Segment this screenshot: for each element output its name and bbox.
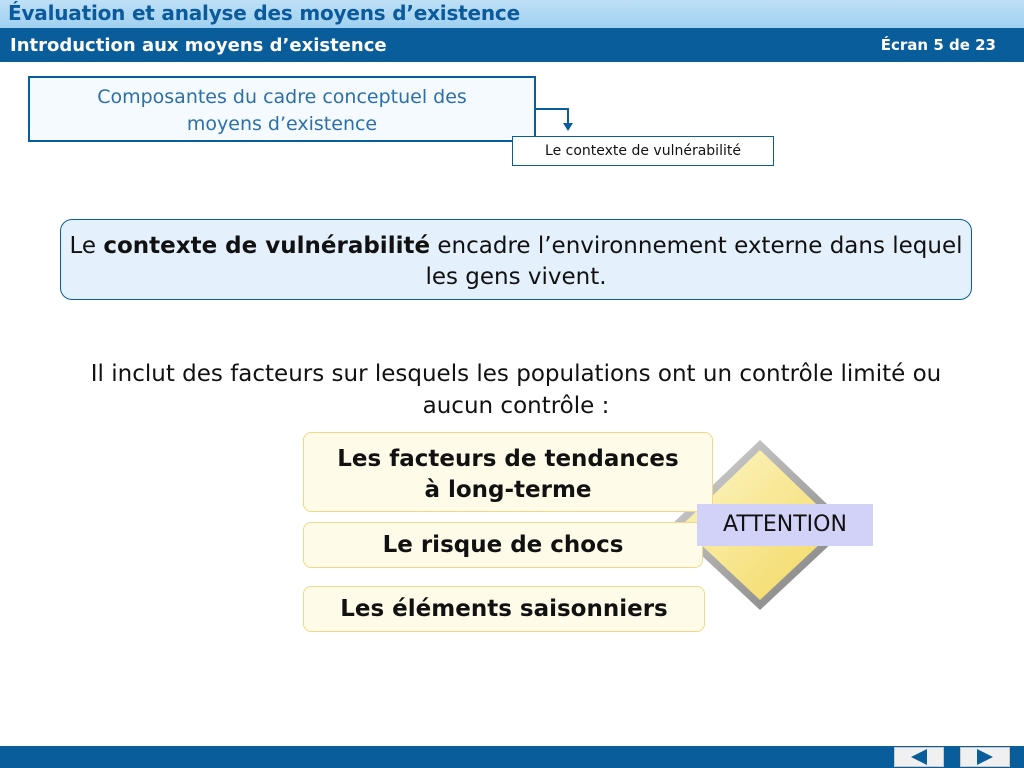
factor-seasonal-elements: [303, 586, 705, 632]
factor-long-term-trends: [303, 432, 713, 512]
framework-components-box: [28, 76, 536, 142]
connector-arrow-icon: [563, 123, 573, 131]
lesson-header: [0, 28, 1024, 62]
next-button[interactable]: [960, 747, 1010, 767]
connector-line-vertical: [567, 108, 569, 124]
definition-suffix: encadre l’environnement externe dans lequel les gens vivent.: [425, 233, 963, 290]
course-title: Évaluation et analyse des moyens d’existence: [8, 1, 520, 25]
arrow-left-icon: [911, 749, 927, 765]
factor-label-line2: à long-terme: [424, 477, 592, 503]
definition-term: contexte de vulnérabilité: [103, 233, 431, 259]
intro-text: Il inclut des facteurs sur lesquels les populations ont un contrôle limité ou aucun contrôle :: [90, 361, 942, 419]
factor-label-line1: Les facteurs de tendances: [337, 446, 679, 472]
screen-counter: Écran 5 de 23: [880, 36, 996, 54]
definition-box: [60, 219, 972, 300]
factor-shock-risk: [303, 522, 703, 568]
factor-label: Le risque de chocs: [382, 532, 624, 558]
previous-button[interactable]: [894, 747, 944, 767]
vulnerability-context-label: Le contexte de vulnérabilité: [512, 136, 774, 166]
arrow-right-icon: [977, 749, 993, 765]
framework-title-line1: Composantes du cadre conceptuel des: [97, 86, 467, 108]
framework-title-line2: moyens d’existence: [186, 113, 378, 135]
factor-label: Les éléments saisonniers: [340, 596, 668, 622]
connector-line: [536, 108, 568, 110]
definition-prefix: Le: [69, 233, 97, 259]
footer-bar: [0, 746, 1024, 768]
course-header: [0, 0, 1024, 28]
lesson-title: Introduction aux moyens d’existence: [10, 35, 387, 56]
attention-label: ATTENTION: [697, 504, 873, 546]
